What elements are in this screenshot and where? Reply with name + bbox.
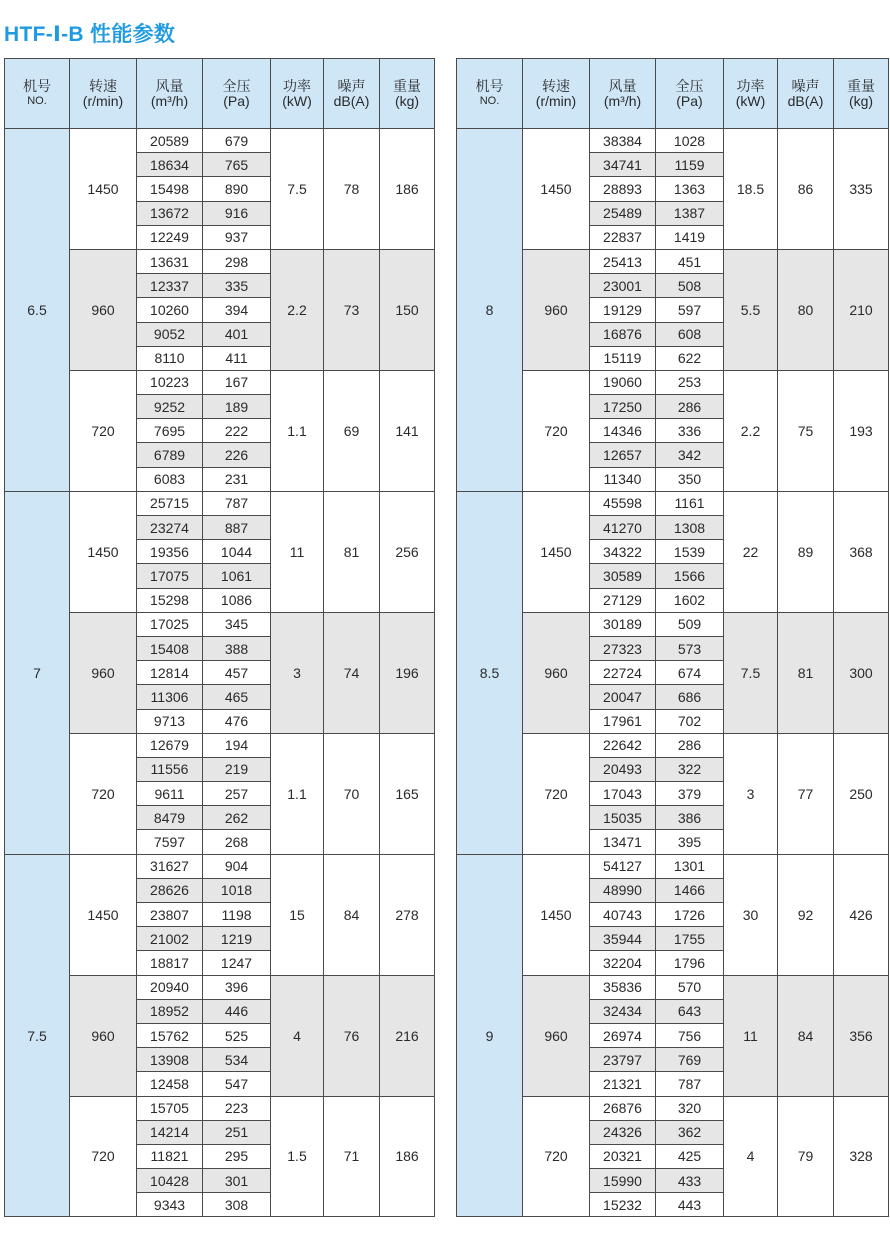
pressure-cell: 226 bbox=[203, 443, 271, 467]
flow-cell: 32434 bbox=[590, 999, 656, 1023]
weight-cell: 186 bbox=[380, 129, 435, 250]
flow-cell: 20493 bbox=[590, 757, 656, 781]
pressure-cell: 674 bbox=[656, 661, 724, 685]
pressure-cell: 362 bbox=[656, 1120, 724, 1144]
flow-cell: 22837 bbox=[590, 225, 656, 249]
pressure-cell: 1198 bbox=[203, 903, 271, 927]
header-no: 机号 NO. bbox=[5, 59, 70, 129]
header-noise: 噪声 dB(A) bbox=[324, 59, 380, 129]
pressure-cell: 286 bbox=[656, 733, 724, 757]
power-cell: 11 bbox=[724, 975, 778, 1096]
header-weight: 重量 (kg) bbox=[834, 59, 889, 129]
performance-table-left bbox=[4, 58, 435, 1217]
power-cell: 22 bbox=[724, 491, 778, 612]
pressure-cell: 765 bbox=[203, 153, 271, 177]
header-no: 机号 NO. bbox=[457, 59, 523, 129]
power-cell: 4 bbox=[724, 1096, 778, 1217]
pressure-cell: 223 bbox=[203, 1096, 271, 1120]
flow-cell: 17043 bbox=[590, 782, 656, 806]
weight-cell: 328 bbox=[834, 1096, 889, 1217]
power-cell: 4 bbox=[271, 975, 324, 1096]
pressure-cell: 219 bbox=[203, 757, 271, 781]
flow-cell: 8479 bbox=[137, 806, 203, 830]
flow-cell: 34322 bbox=[590, 540, 656, 564]
pressure-cell: 451 bbox=[656, 249, 724, 273]
pressure-cell: 887 bbox=[203, 516, 271, 540]
flow-cell: 27323 bbox=[590, 636, 656, 660]
page-title: HTF-Ⅰ-B 性能参数 bbox=[4, 23, 176, 46]
pressure-cell: 1755 bbox=[656, 927, 724, 951]
pressure-cell: 509 bbox=[656, 612, 724, 636]
flow-cell: 28893 bbox=[590, 177, 656, 201]
noise-cell: 84 bbox=[324, 854, 380, 975]
pressure-cell: 534 bbox=[203, 1048, 271, 1072]
pressure-cell: 679 bbox=[203, 129, 271, 153]
table-row bbox=[457, 129, 889, 153]
flow-cell: 23807 bbox=[137, 903, 203, 927]
noise-cell: 75 bbox=[778, 370, 834, 491]
pressure-cell: 547 bbox=[203, 1072, 271, 1096]
noise-cell: 81 bbox=[324, 491, 380, 612]
pressure-cell: 1219 bbox=[203, 927, 271, 951]
header-noise: 噪声 dB(A) bbox=[778, 59, 834, 129]
flow-cell: 9343 bbox=[137, 1193, 203, 1217]
pressure-cell: 1086 bbox=[203, 588, 271, 612]
pressure-cell: 308 bbox=[203, 1193, 271, 1217]
flow-cell: 30589 bbox=[590, 564, 656, 588]
pressure-cell: 396 bbox=[203, 975, 271, 999]
weight-cell: 256 bbox=[380, 491, 435, 612]
flow-cell: 27129 bbox=[590, 588, 656, 612]
pressure-cell: 251 bbox=[203, 1120, 271, 1144]
power-cell: 3 bbox=[271, 612, 324, 733]
flow-cell: 13631 bbox=[137, 249, 203, 273]
flow-cell: 12249 bbox=[137, 225, 203, 249]
flow-cell: 11306 bbox=[137, 685, 203, 709]
pressure-cell: 643 bbox=[656, 999, 724, 1023]
flow-cell: 32204 bbox=[590, 951, 656, 975]
power-cell: 2.2 bbox=[724, 370, 778, 491]
performance-table-right bbox=[456, 58, 889, 1217]
header-power: 功率 (kW) bbox=[724, 59, 778, 129]
power-cell: 5.5 bbox=[724, 249, 778, 370]
pressure-cell: 425 bbox=[656, 1144, 724, 1168]
flow-cell: 15762 bbox=[137, 1023, 203, 1047]
pressure-cell: 525 bbox=[203, 1023, 271, 1047]
noise-cell: 77 bbox=[778, 733, 834, 854]
flow-cell: 48990 bbox=[590, 878, 656, 902]
flow-cell: 18634 bbox=[137, 153, 203, 177]
power-cell: 2.2 bbox=[271, 249, 324, 370]
flow-cell: 12679 bbox=[137, 733, 203, 757]
pressure-cell: 890 bbox=[203, 177, 271, 201]
pressure-cell: 298 bbox=[203, 249, 271, 273]
flow-cell: 13471 bbox=[590, 830, 656, 854]
flow-cell: 8110 bbox=[137, 346, 203, 370]
noise-cell: 89 bbox=[778, 491, 834, 612]
pressure-cell: 336 bbox=[656, 419, 724, 443]
power-cell: 7.5 bbox=[271, 129, 324, 250]
noise-cell: 70 bbox=[324, 733, 380, 854]
pressure-cell: 379 bbox=[656, 782, 724, 806]
pressure-cell: 167 bbox=[203, 370, 271, 394]
flow-cell: 15119 bbox=[590, 346, 656, 370]
pressure-cell: 295 bbox=[203, 1144, 271, 1168]
pressure-cell: 916 bbox=[203, 201, 271, 225]
flow-cell: 25413 bbox=[590, 249, 656, 273]
table-row bbox=[5, 370, 435, 394]
weight-cell: 426 bbox=[834, 854, 889, 975]
table-row bbox=[457, 854, 889, 878]
flow-cell: 17961 bbox=[590, 709, 656, 733]
pressure-cell: 686 bbox=[656, 685, 724, 709]
flow-cell: 6083 bbox=[137, 467, 203, 491]
pressure-cell: 388 bbox=[203, 636, 271, 660]
flow-cell: 19060 bbox=[590, 370, 656, 394]
pressure-cell: 937 bbox=[203, 225, 271, 249]
table-row bbox=[5, 733, 435, 757]
flow-cell: 35836 bbox=[590, 975, 656, 999]
table-row bbox=[457, 491, 889, 515]
weight-cell: 165 bbox=[380, 733, 435, 854]
noise-cell: 73 bbox=[324, 249, 380, 370]
pressure-cell: 1159 bbox=[656, 153, 724, 177]
pressure-cell: 301 bbox=[203, 1169, 271, 1193]
pressure-cell: 320 bbox=[656, 1096, 724, 1120]
pressure-cell: 194 bbox=[203, 733, 271, 757]
speed-cell: 960 bbox=[523, 975, 590, 1096]
pressure-cell: 622 bbox=[656, 346, 724, 370]
noise-cell: 78 bbox=[324, 129, 380, 250]
pressure-cell: 1044 bbox=[203, 540, 271, 564]
flow-cell: 25489 bbox=[590, 201, 656, 225]
table-row bbox=[5, 491, 435, 515]
speed-cell: 720 bbox=[523, 370, 590, 491]
weight-cell: 335 bbox=[834, 129, 889, 250]
flow-cell: 12814 bbox=[137, 661, 203, 685]
pressure-cell: 268 bbox=[203, 830, 271, 854]
pressure-cell: 433 bbox=[656, 1169, 724, 1193]
flow-cell: 20940 bbox=[137, 975, 203, 999]
pressure-cell: 286 bbox=[656, 395, 724, 419]
speed-cell: 720 bbox=[523, 1096, 590, 1217]
flow-cell: 45598 bbox=[590, 491, 656, 515]
flow-cell: 15035 bbox=[590, 806, 656, 830]
flow-cell: 26876 bbox=[590, 1096, 656, 1120]
pressure-cell: 350 bbox=[656, 467, 724, 491]
header-weight: 重量 (kg) bbox=[380, 59, 435, 129]
speed-cell: 1450 bbox=[523, 491, 590, 612]
flow-cell: 19356 bbox=[137, 540, 203, 564]
weight-cell: 368 bbox=[834, 491, 889, 612]
power-cell: 18.5 bbox=[724, 129, 778, 250]
noise-cell: 79 bbox=[778, 1096, 834, 1217]
power-cell: 1.5 bbox=[271, 1096, 324, 1217]
noise-cell: 86 bbox=[778, 129, 834, 250]
pressure-cell: 395 bbox=[656, 830, 724, 854]
noise-cell: 76 bbox=[324, 975, 380, 1096]
flow-cell: 21321 bbox=[590, 1072, 656, 1096]
pressure-cell: 597 bbox=[656, 298, 724, 322]
header-pressure: 全压 (Pa) bbox=[203, 59, 271, 129]
pressure-cell: 1566 bbox=[656, 564, 724, 588]
pressure-cell: 443 bbox=[656, 1193, 724, 1217]
model-number-cell: 7.5 bbox=[5, 854, 70, 1217]
weight-cell: 216 bbox=[380, 975, 435, 1096]
pressure-cell: 1466 bbox=[656, 878, 724, 902]
flow-cell: 16876 bbox=[590, 322, 656, 346]
power-cell: 11 bbox=[271, 491, 324, 612]
pressure-cell: 1308 bbox=[656, 516, 724, 540]
flow-cell: 18817 bbox=[137, 951, 203, 975]
weight-cell: 356 bbox=[834, 975, 889, 1096]
flow-cell: 23001 bbox=[590, 274, 656, 298]
weight-cell: 210 bbox=[834, 249, 889, 370]
model-number-cell: 8 bbox=[457, 129, 523, 492]
weight-cell: 250 bbox=[834, 733, 889, 854]
flow-cell: 21002 bbox=[137, 927, 203, 951]
power-cell: 30 bbox=[724, 854, 778, 975]
flow-cell: 54127 bbox=[590, 854, 656, 878]
flow-cell: 17025 bbox=[137, 612, 203, 636]
flow-cell: 25715 bbox=[137, 491, 203, 515]
noise-cell: 80 bbox=[778, 249, 834, 370]
flow-cell: 20047 bbox=[590, 685, 656, 709]
weight-cell: 141 bbox=[380, 370, 435, 491]
flow-cell: 38384 bbox=[590, 129, 656, 153]
flow-cell: 15232 bbox=[590, 1193, 656, 1217]
flow-cell: 15498 bbox=[137, 177, 203, 201]
pressure-cell: 904 bbox=[203, 854, 271, 878]
table-row bbox=[5, 975, 435, 999]
table-row bbox=[5, 612, 435, 636]
noise-cell: 81 bbox=[778, 612, 834, 733]
noise-cell: 84 bbox=[778, 975, 834, 1096]
model-number-cell: 7 bbox=[5, 491, 70, 854]
weight-cell: 150 bbox=[380, 249, 435, 370]
flow-cell: 9713 bbox=[137, 709, 203, 733]
flow-cell: 14214 bbox=[137, 1120, 203, 1144]
flow-cell: 15408 bbox=[137, 636, 203, 660]
speed-cell: 1450 bbox=[70, 491, 137, 612]
pressure-cell: 322 bbox=[656, 757, 724, 781]
table-row bbox=[5, 854, 435, 878]
flow-cell: 13672 bbox=[137, 201, 203, 225]
pressure-cell: 573 bbox=[656, 636, 724, 660]
flow-cell: 15298 bbox=[137, 588, 203, 612]
power-cell: 1.1 bbox=[271, 370, 324, 491]
pressure-cell: 446 bbox=[203, 999, 271, 1023]
pressure-cell: 769 bbox=[656, 1048, 724, 1072]
flow-cell: 17250 bbox=[590, 395, 656, 419]
pressure-cell: 787 bbox=[656, 1072, 724, 1096]
flow-cell: 11556 bbox=[137, 757, 203, 781]
pressure-cell: 1363 bbox=[656, 177, 724, 201]
header-flow: 风量 (m³/h) bbox=[137, 59, 203, 129]
pressure-cell: 335 bbox=[203, 274, 271, 298]
weight-cell: 278 bbox=[380, 854, 435, 975]
header-pressure: 全压 (Pa) bbox=[656, 59, 724, 129]
speed-cell: 960 bbox=[70, 975, 137, 1096]
pressure-cell: 1061 bbox=[203, 564, 271, 588]
flow-cell: 9252 bbox=[137, 395, 203, 419]
model-number-cell: 8.5 bbox=[457, 491, 523, 854]
pressure-cell: 394 bbox=[203, 298, 271, 322]
speed-cell: 1450 bbox=[70, 129, 137, 250]
noise-cell: 71 bbox=[324, 1096, 380, 1217]
header-speed: 转速 (r/min) bbox=[523, 59, 590, 129]
flow-cell: 35944 bbox=[590, 927, 656, 951]
pressure-cell: 345 bbox=[203, 612, 271, 636]
flow-cell: 15990 bbox=[590, 1169, 656, 1193]
flow-cell: 19129 bbox=[590, 298, 656, 322]
speed-cell: 1450 bbox=[523, 854, 590, 975]
flow-cell: 9052 bbox=[137, 322, 203, 346]
flow-cell: 24326 bbox=[590, 1120, 656, 1144]
table-row bbox=[5, 1096, 435, 1120]
flow-cell: 12657 bbox=[590, 443, 656, 467]
flow-cell: 11821 bbox=[137, 1144, 203, 1168]
pressure-cell: 476 bbox=[203, 709, 271, 733]
speed-cell: 720 bbox=[70, 1096, 137, 1217]
pressure-cell: 401 bbox=[203, 322, 271, 346]
model-number-cell: 6.5 bbox=[5, 129, 70, 492]
header-speed: 转速 (r/min) bbox=[70, 59, 137, 129]
flow-cell: 22724 bbox=[590, 661, 656, 685]
pressure-cell: 508 bbox=[656, 274, 724, 298]
flow-cell: 12458 bbox=[137, 1072, 203, 1096]
power-cell: 3 bbox=[724, 733, 778, 854]
pressure-cell: 257 bbox=[203, 782, 271, 806]
header-power: 功率 (kW) bbox=[271, 59, 324, 129]
speed-cell: 1450 bbox=[523, 129, 590, 250]
flow-cell: 9611 bbox=[137, 782, 203, 806]
pressure-cell: 1161 bbox=[656, 491, 724, 515]
flow-cell: 12337 bbox=[137, 274, 203, 298]
flow-cell: 13908 bbox=[137, 1048, 203, 1072]
pressure-cell: 253 bbox=[656, 370, 724, 394]
power-cell: 1.1 bbox=[271, 733, 324, 854]
pressure-cell: 465 bbox=[203, 685, 271, 709]
flow-cell: 26974 bbox=[590, 1023, 656, 1047]
pressure-cell: 457 bbox=[203, 661, 271, 685]
speed-cell: 720 bbox=[70, 733, 137, 854]
pressure-cell: 702 bbox=[656, 709, 724, 733]
speed-cell: 720 bbox=[523, 733, 590, 854]
speed-cell: 960 bbox=[523, 612, 590, 733]
flow-cell: 10428 bbox=[137, 1169, 203, 1193]
weight-cell: 196 bbox=[380, 612, 435, 733]
flow-cell: 11340 bbox=[590, 467, 656, 491]
weight-cell: 193 bbox=[834, 370, 889, 491]
flow-cell: 20321 bbox=[590, 1144, 656, 1168]
pressure-cell: 1301 bbox=[656, 854, 724, 878]
speed-cell: 960 bbox=[70, 249, 137, 370]
flow-cell: 7695 bbox=[137, 419, 203, 443]
pressure-cell: 411 bbox=[203, 346, 271, 370]
noise-cell: 69 bbox=[324, 370, 380, 491]
pressure-cell: 787 bbox=[203, 491, 271, 515]
flow-cell: 23797 bbox=[590, 1048, 656, 1072]
flow-cell: 17075 bbox=[137, 564, 203, 588]
flow-cell: 20589 bbox=[137, 129, 203, 153]
pressure-cell: 1602 bbox=[656, 588, 724, 612]
flow-cell: 7597 bbox=[137, 830, 203, 854]
speed-cell: 960 bbox=[523, 249, 590, 370]
flow-cell: 14346 bbox=[590, 419, 656, 443]
pressure-cell: 231 bbox=[203, 467, 271, 491]
pressure-cell: 222 bbox=[203, 419, 271, 443]
flow-cell: 34741 bbox=[590, 153, 656, 177]
pressure-cell: 1387 bbox=[656, 201, 724, 225]
header-flow: 风量 (m³/h) bbox=[590, 59, 656, 129]
model-number-cell: 9 bbox=[457, 854, 523, 1217]
speed-cell: 1450 bbox=[70, 854, 137, 975]
flow-cell: 10260 bbox=[137, 298, 203, 322]
pressure-cell: 1796 bbox=[656, 951, 724, 975]
speed-cell: 960 bbox=[70, 612, 137, 733]
flow-cell: 23274 bbox=[137, 516, 203, 540]
power-cell: 15 bbox=[271, 854, 324, 975]
flow-cell: 28626 bbox=[137, 878, 203, 902]
weight-cell: 186 bbox=[380, 1096, 435, 1217]
weight-cell: 300 bbox=[834, 612, 889, 733]
pressure-cell: 386 bbox=[656, 806, 724, 830]
pressure-cell: 570 bbox=[656, 975, 724, 999]
flow-cell: 22642 bbox=[590, 733, 656, 757]
flow-cell: 6789 bbox=[137, 443, 203, 467]
flow-cell: 40743 bbox=[590, 903, 656, 927]
noise-cell: 74 bbox=[324, 612, 380, 733]
table-row bbox=[5, 129, 435, 153]
flow-cell: 15705 bbox=[137, 1096, 203, 1120]
flow-cell: 18952 bbox=[137, 999, 203, 1023]
pressure-cell: 189 bbox=[203, 395, 271, 419]
noise-cell: 92 bbox=[778, 854, 834, 975]
pressure-cell: 1018 bbox=[203, 878, 271, 902]
pressure-cell: 1726 bbox=[656, 903, 724, 927]
pressure-cell: 342 bbox=[656, 443, 724, 467]
speed-cell: 720 bbox=[70, 370, 137, 491]
pressure-cell: 262 bbox=[203, 806, 271, 830]
flow-cell: 10223 bbox=[137, 370, 203, 394]
table-row bbox=[5, 249, 435, 273]
pressure-cell: 1028 bbox=[656, 129, 724, 153]
pressure-cell: 1247 bbox=[203, 951, 271, 975]
pressure-cell: 756 bbox=[656, 1023, 724, 1047]
pressure-cell: 608 bbox=[656, 322, 724, 346]
flow-cell: 41270 bbox=[590, 516, 656, 540]
pressure-cell: 1539 bbox=[656, 540, 724, 564]
flow-cell: 30189 bbox=[590, 612, 656, 636]
pressure-cell: 1419 bbox=[656, 225, 724, 249]
power-cell: 7.5 bbox=[724, 612, 778, 733]
flow-cell: 31627 bbox=[137, 854, 203, 878]
